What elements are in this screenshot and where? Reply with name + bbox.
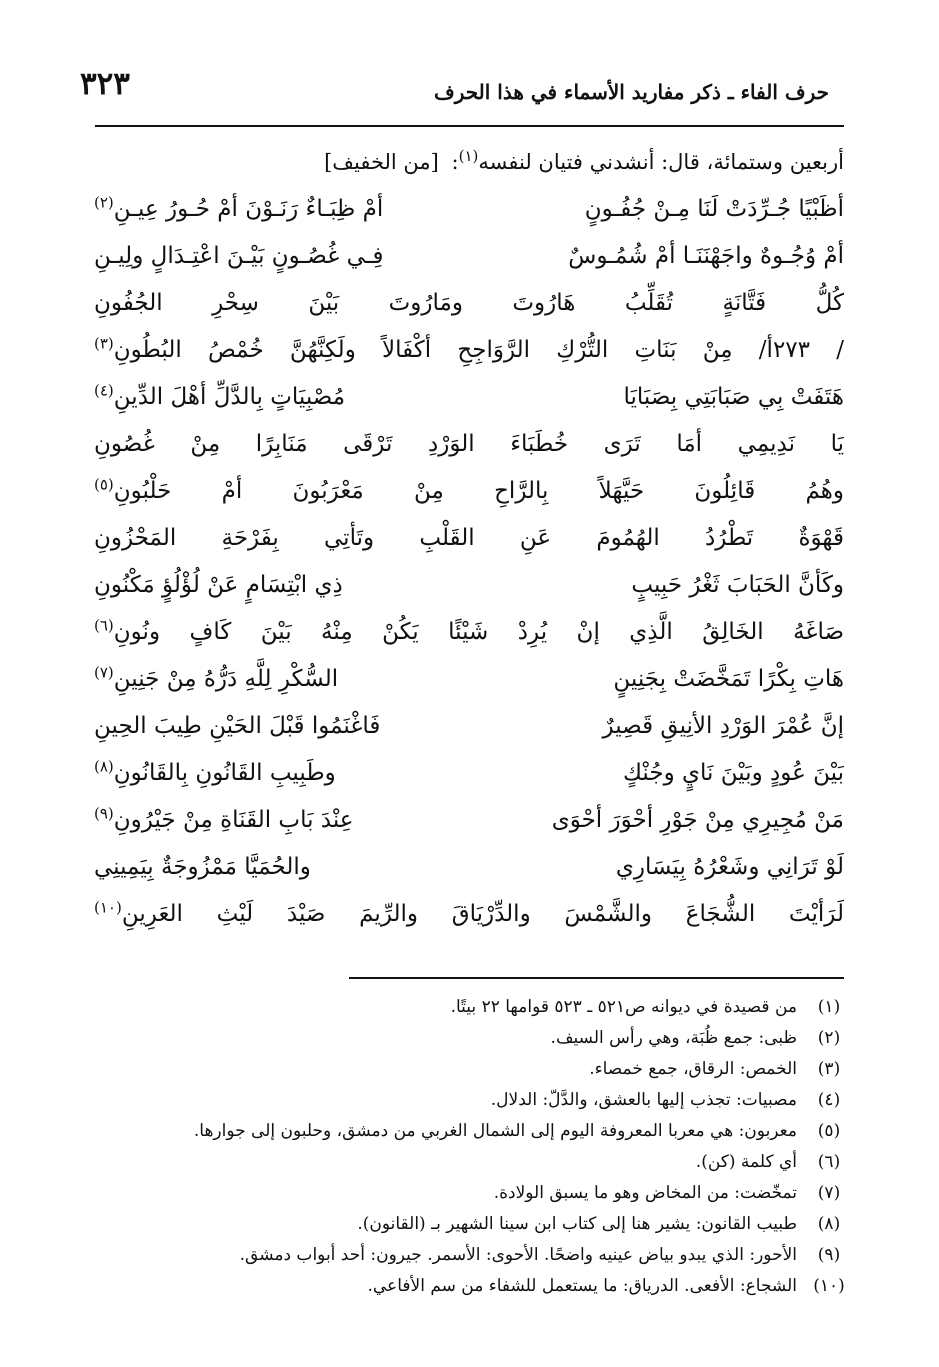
footnote-number: (٧) [817, 1183, 841, 1203]
footnote-text: الأحور: الذي يبدو بياض عينيه واضحًا. الأحوى: الأسمر. جيرون: أحد أبواب دمشق. [239, 1245, 797, 1265]
verse-line [94, 515, 844, 562]
hemistich-second: عِنْدَ بَابِ القَنَاةِ مِنْ جَيْرُونِ [113, 807, 354, 833]
footnote-rule [349, 977, 844, 979]
footnote [87, 1271, 847, 1302]
hemistich-second: وطَبِيبِ القَانُونِ بِالقَانُونِ [113, 760, 336, 786]
hemistich-first: هَتَفَتْ بِي صَبَابَتِي بِصَبَايَا [623, 384, 844, 410]
intro-line [84, 142, 844, 182]
hemistich-first: بَيْنَ عُودٍ وبَيْنَ نَايٍ وجُنْكٍ [623, 760, 844, 786]
hemistich-first: وكَأنَّ الحَبَابَ ثَغْرُ حَبِيبٍ [631, 572, 844, 598]
footnote [87, 1023, 847, 1054]
verse-text: لَرَأيْتَ الشُّجَاعَ والشَّمْسَ والدِّرْيَاقَ والرِّيمَ صَيْدَ لَيْثِ العَرِينِ [121, 901, 844, 927]
hemistich-second-wrap [94, 750, 336, 797]
footnote-mark: (١) [458, 147, 479, 165]
hemistich-second-wrap [94, 703, 380, 750]
footnote-number: (٣) [817, 1059, 841, 1079]
footnote-text: طبيب القانون: يشير هنا إلى كتاب ابن سينا الشهير بـ (القانون). [357, 1214, 797, 1234]
footnote [87, 1178, 847, 1209]
hemistich-second-wrap [94, 797, 354, 844]
intro-colon: : [444, 150, 459, 174]
verse-text: يَا نَدِيمِي أمَا تَرَى خُطَبَاءَ الوَرْدِ تَرْقَى مَنَابِرًا مِنْ غُصُونِ [94, 431, 844, 457]
verse-text: قَهْوَةٌ تَطْرُدُ الهُمُومَ عَنِ القَلْبِ وتَأتِي بِفَرْحَةِ المَحْزُونِ [94, 525, 844, 551]
running-head: حرف الفاء ـ ذكر مفاريد الأسماء في هذا الحرف [433, 80, 829, 104]
verse-line [94, 891, 844, 938]
verse-line [94, 468, 844, 515]
footnote-number: (١٠) [813, 1276, 845, 1296]
verse-line [94, 421, 844, 468]
footnote-mark: (٢) [94, 193, 114, 212]
footnote-text: ظبى: جمع ظُبَة، وهي رأس السيف. [550, 1028, 797, 1048]
verse-line [94, 562, 844, 609]
verse-text: صَاغَهُ الخَالِقُ الَّذِي إنْ يُرِدْ شَيْئًا يَكُنْ مِنْهُ بَيْنَ كَافٍ ونُونِ [113, 619, 844, 645]
hemistich-first: هَاتِ بِكْرًا تَمَخَّضَتْ بِجَنِينٍ [613, 666, 844, 692]
verse-full-wrap [94, 468, 844, 515]
footnote-mark: (١٠) [94, 898, 122, 917]
footnote [87, 1147, 847, 1178]
footnote-mark: (٧) [94, 663, 114, 682]
hemistich-second: فَاغْنَمُوا قَبْلَ الحَيْنِ طِيبَ الحِينِ [94, 713, 381, 739]
hemistich-second-wrap [94, 233, 384, 280]
verse-list [94, 186, 844, 938]
footnote-text: الشجاع: الأفعى. الدرياق: ما يستعمل للشفاء من سم الأفاعي. [367, 1276, 797, 1296]
page-number: ٣٢٣ [80, 66, 130, 102]
hemistich-second-wrap [94, 374, 345, 421]
verse-line [94, 609, 844, 656]
footnote-mark: (٤) [94, 381, 114, 400]
header-rule [95, 125, 844, 127]
verse-line [94, 797, 844, 844]
footnote [87, 1209, 847, 1240]
verse-line [94, 703, 844, 750]
intro-text: أربعين وستمائة، قال: أنشدني فتيان لنفسه [478, 150, 844, 174]
footnote-mark: (٥) [94, 475, 114, 494]
verse-text: وهُمُ قَائِلُونَ حَيَّهَلاً بِالرَّاحِ مِنْ مَعْرَبُونَ أمْ حَلْبُونِ [113, 478, 844, 504]
footnote-text: مصبيات: تجذب إليها بالعشق، والدَّلّ: الدلال. [490, 1090, 797, 1110]
verse-line [94, 233, 844, 280]
hemistich-first: أمْ وُجُـوهٌ واجَهْنَنَـا أمْ شُمُـوسٌ [568, 243, 844, 269]
footnote [87, 1116, 847, 1147]
hemistich-second-wrap [94, 844, 311, 891]
verse-full-wrap [94, 327, 844, 374]
hemistich-second: أمْ ظِبَـاءٌ رَنَـوْنَ أمْ حُـورُ عِيـنِ [113, 196, 384, 222]
verse-line [94, 656, 844, 703]
meter-label: [من الخفيف] [324, 150, 439, 174]
hemistich-first: أظَبْيًا جُـرِّدَتْ لَنَا مِـنْ جُفُـونٍ [584, 196, 844, 222]
verse-text: كُلُّ فَتَّانَةٍ تُقَلِّبُ هَارُوتَ ومَارُوتَ بَيْنَ سِحْرِ الجُفُونِ [94, 290, 844, 316]
footnote-text: تمخّضت: من المخاض وهو ما يسبق الولادة. [493, 1183, 797, 1203]
verse-text: / ٢٧٣أ/ مِنْ بَنَاتِ التُّرْكِ الرَّوَاجِحِ أكْفَالاً ولَكِنَّهُنَّ خُمْصُ البُطُونِ [113, 337, 844, 363]
verse-line [94, 750, 844, 797]
verse-line [94, 374, 844, 421]
footnote [87, 1240, 847, 1271]
footnote-number: (٦) [817, 1152, 841, 1172]
hemistich-first: لَوْ تَرَانِي وشَعْرُهُ بِيَسَارِي [615, 854, 844, 880]
footnote-mark: (٣) [94, 334, 114, 353]
footnote [87, 992, 847, 1023]
verse-full-wrap [94, 891, 844, 938]
hemistich-second: فِـي غُصُـونٍ بَيْـنَ اعْتِـدَالٍ ولِيـنِ [94, 243, 384, 269]
footnote-text: أي كلمة (كن). [695, 1152, 797, 1172]
footnote-number: (١) [817, 997, 841, 1017]
hemistich-second-wrap [94, 186, 383, 233]
footnote-mark: (٨) [94, 757, 114, 776]
hemistich-first: إنَّ عُمْرَ الوَرْدِ الأنِيقِ قَصِيرٌ [602, 713, 844, 739]
verse-line [94, 280, 844, 327]
verse-full-wrap [94, 609, 844, 656]
footnote [87, 1054, 847, 1085]
verse-line [94, 327, 844, 374]
hemistich-second: السُّكْرِ لِلَّهِ دَرُّهُ مِنْ جَنِينِ [113, 666, 339, 692]
hemistich-second: ذِي ابْتِسَامٍ عَنْ لُؤْلُؤٍ مَكْنُونِ [94, 572, 343, 598]
footnote-number: (٩) [817, 1245, 841, 1265]
hemistich-second: والحُمَيَّا مَمْزُوجَةٌ بِيَمِينِي [94, 854, 311, 880]
footnote-mark: (٦) [94, 616, 114, 635]
hemistich-second-wrap [94, 562, 343, 609]
footnote-number: (٨) [817, 1214, 841, 1234]
footnote-text: من قصيدة في ديوانه ص٥٢١ ـ ٥٢٣ قوامها ٢٢ بيتًا. [450, 997, 797, 1017]
footnote-text: الخمص: الرقاق، جمع خمصاء. [589, 1059, 797, 1079]
footnote-text: معربون: هي معربا المعروفة اليوم إلى الشمال الغربي من دمشق، وحلبون إلى جوارها. [193, 1121, 797, 1141]
footnote-number: (٢) [817, 1028, 841, 1048]
footnote-mark: (٩) [94, 804, 114, 823]
hemistich-second-wrap [94, 656, 338, 703]
footnote-number: (٥) [817, 1121, 841, 1141]
hemistich-second: مُصْبِيَاتٍ بِالدَّلِّ أهْلَ الدِّينِ [113, 384, 346, 410]
footnote-list [87, 992, 847, 1302]
verse-line [94, 186, 844, 233]
footnote-number: (٤) [817, 1090, 841, 1110]
hemistich-first: مَنْ مُجِيرِي مِنْ جَوْرِ أحْوَرَ أحْوَى [551, 807, 844, 833]
verse-line [94, 844, 844, 891]
footnote [87, 1085, 847, 1116]
